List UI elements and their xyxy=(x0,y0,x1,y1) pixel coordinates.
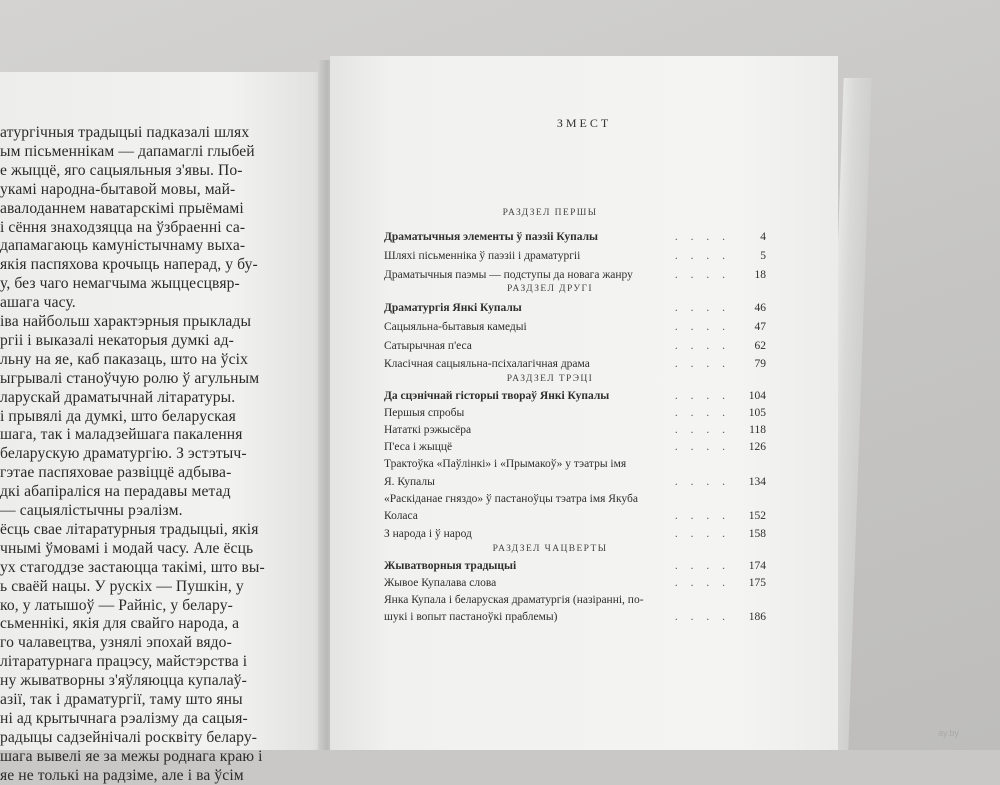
right-page xyxy=(330,56,838,750)
body-text-line: авалоданнем наватарскімі прыёмамі xyxy=(0,199,244,217)
body-text-line: го чалавецтва, узнялі эпохай вядо- xyxy=(0,634,232,652)
toc-entry-title: Жыватворныя традыцыі xyxy=(384,560,517,572)
toc-entry xyxy=(384,560,766,576)
toc-page-number: 134 xyxy=(748,476,766,488)
body-text-line: ларускай драматычнай літаратуры. xyxy=(0,388,236,406)
toc-page-number: 79 xyxy=(754,358,766,370)
left-page xyxy=(0,72,326,784)
body-text-line: ні ад крытычнага рэалізму да сацыя- xyxy=(0,709,248,727)
toc-leader-dots: . . . . xyxy=(674,476,730,488)
toc-entry xyxy=(384,441,766,457)
body-text-line: гэтае паспяховае развіццё адбыва- xyxy=(0,464,232,482)
toc-entry xyxy=(384,407,766,423)
toc-leader-dots: . . . . xyxy=(674,321,730,333)
body-text-line: ь сваёй нацы. У рускіх — Пушкін, у xyxy=(0,577,244,595)
toc-entry xyxy=(384,424,766,440)
toc-entry-title: Трактоўка «Паўлінкі» і «Прымакоў» у тэатры імя xyxy=(384,458,627,470)
toc-entry-title: Я. Купалы xyxy=(384,476,435,488)
toc-leader-dots: . . . . xyxy=(674,340,730,352)
body-text-line: шага вывелі яе за межы роднага краю і xyxy=(0,747,263,765)
body-text-line: і сёння знаходзяцца на ўзбраенні са- xyxy=(0,218,246,236)
toc-leader-dots: . . . . xyxy=(674,560,730,572)
toc-leader-dots: . . . . xyxy=(674,577,730,589)
toc-leader-dots: . . . . xyxy=(674,424,730,436)
body-text-line: ыгрывалі станоўчую ролю ў агульным xyxy=(0,369,260,387)
body-text-line: дапамагаюць камуністычнаму выха- xyxy=(0,237,246,255)
toc-entry xyxy=(384,594,736,610)
toc-page-number: 158 xyxy=(748,528,766,540)
toc-entry xyxy=(384,510,766,526)
toc-page-number: 46 xyxy=(754,302,766,314)
body-text-line: ашага часу. xyxy=(0,294,76,312)
toc-entry xyxy=(384,577,766,593)
toc-leader-dots: . . . . xyxy=(674,407,730,419)
toc-entry-title: Коласа xyxy=(384,510,418,522)
body-text-line: чнымі ўмовамі і модай часу. Але ёсць xyxy=(0,539,254,557)
toc-entry xyxy=(384,528,766,544)
toc-page-number: 104 xyxy=(748,390,766,402)
section-heading: РАЗДЗЕЛ ТРЭЦІ xyxy=(506,374,594,384)
body-text-line: атургічныя традыцыі падказалі шлях xyxy=(0,124,250,141)
body-text-line: азії, так і драматургії, таму што яны xyxy=(0,691,243,708)
toc-entry xyxy=(384,321,766,337)
toc-leader-dots: . . . . xyxy=(674,269,730,281)
toc-page-number: 62 xyxy=(754,340,766,352)
toc-entry-title: шукі і вопыт пастаноўкі праблемы) xyxy=(384,611,558,623)
toc-page-number: 105 xyxy=(748,407,766,419)
toc-page-number: 175 xyxy=(748,577,766,589)
body-text-line: — сацыялістычны рэалізм. xyxy=(0,502,183,519)
toc-entry-title: Драматургія Янкі Купалы xyxy=(384,302,522,314)
toc-page-number: 152 xyxy=(748,510,766,522)
body-text-line: радыцы садзейнічалі росквіту белару- xyxy=(0,728,258,746)
toc-entry-title: «Раскіданае гняздо» ў пастаноўцы тэатра імя Якуба xyxy=(384,493,638,505)
toc-entry xyxy=(384,269,766,285)
toc-title: ЗМЕСТ xyxy=(556,116,612,130)
toc-entry-title: П'еса і жыццё xyxy=(384,441,453,453)
toc-entry-title: Да сцэнічнай гісторыі твораў Янкі Купалы xyxy=(384,390,610,402)
toc-entry-title: Драматычныя паэмы — подступы да новага жанру xyxy=(384,269,633,281)
toc-entry-title: Нататкі рэжысёра xyxy=(384,424,472,436)
body-text-line: ргіі і выказалі некаторыя думкі ад- xyxy=(0,331,234,349)
toc-entry xyxy=(384,611,766,627)
section-heading: РАЗДЗЕЛ ДРУГІ xyxy=(507,284,593,294)
toc-page-number: 47 xyxy=(754,321,766,333)
body-text-line: шага, так і маладзейшага пакалення xyxy=(0,426,243,444)
toc-entry xyxy=(384,476,766,492)
body-text-line: сьменнікі, якія для свайго народа, а xyxy=(0,615,240,633)
toc-entry xyxy=(384,458,736,474)
toc-page-number: 186 xyxy=(748,611,766,623)
toc-entry xyxy=(384,493,736,509)
toc-entry xyxy=(384,358,766,374)
body-text-line: і прывялі да думкі, што беларуская xyxy=(0,407,236,425)
body-text-line: укамі народна-бытавой мовы, май- xyxy=(0,180,236,198)
toc-entry-title: З народа і ў народ xyxy=(384,528,472,540)
toc-entry xyxy=(384,250,766,266)
section-heading: РАЗДЗЕЛ ЧАЦВЕРТЫ xyxy=(492,544,608,554)
toc-leader-dots: . . . . xyxy=(674,358,730,370)
toc-leader-dots: . . . . xyxy=(674,250,730,262)
toc-entry xyxy=(384,231,766,247)
toc-entry-title: Сацыяльна-бытавыя камедыі xyxy=(384,321,527,333)
toc-page-number: 5 xyxy=(760,250,766,262)
body-text-line: літаратурнага працэсу, майстэрства і xyxy=(0,653,248,671)
body-text-line: ко, у латышоў — Райніс, у белару- xyxy=(0,596,233,614)
toc-page-number: 18 xyxy=(754,269,766,281)
watermark: ay.by xyxy=(938,728,959,738)
body-text-line: дкі абапіраліся на перадавы метад xyxy=(0,483,231,501)
toc-leader-dots: . . . . xyxy=(674,231,730,243)
toc-leader-dots: . . . . xyxy=(674,528,730,540)
body-text-line: ух стагоддзе застаюцца такімі, што вы- xyxy=(0,558,265,576)
toc-leader-dots: . . . . xyxy=(674,390,730,402)
body-text-line: іва найбольш характэрныя прыклады xyxy=(0,313,252,330)
body-text-line: ым пісьменнікам — дапамаглі глыбей xyxy=(0,142,255,160)
body-text-line: е жыццё, яго сацыяльныя з'явы. По- xyxy=(0,161,243,179)
toc-entry xyxy=(384,302,766,318)
toc-entry-title: Драматычныя элементы ў паэзіі Купалы xyxy=(384,231,599,243)
toc-entry xyxy=(384,390,766,406)
toc-leader-dots: . . . . xyxy=(674,611,730,623)
toc-leader-dots: . . . . xyxy=(674,302,730,314)
toc-page-number: 118 xyxy=(749,424,766,436)
toc-entry-title: Сатырычная п'еса xyxy=(384,340,472,352)
toc-page-number: 174 xyxy=(748,560,766,572)
body-text-line: якія паспяхова крочыць наперад, у бу- xyxy=(0,256,258,274)
toc-leader-dots: . . . . xyxy=(674,441,730,453)
toc-page-number: 4 xyxy=(760,231,766,243)
toc-entry-title: Жывое Купалава слова xyxy=(384,577,497,589)
toc-entry-title: Янка Купала і беларуская драматургія (назіранні, по- xyxy=(384,594,644,606)
body-text-line: беларускую драматургію. З эстэтыч- xyxy=(0,445,247,463)
section-heading: РАЗДЗЕЛ ПЕРШЫ xyxy=(502,208,598,218)
body-text-line: ёсць свае літаратурныя традыцыі, якія xyxy=(0,520,259,538)
table-of-contents xyxy=(330,56,838,750)
toc-leader-dots: . . . . xyxy=(674,510,730,522)
toc-entry-title: Класічная сацыяльна-псіхалагічная драма xyxy=(384,358,590,370)
body-text-line: льну на яе, каб паказаць, што на ўсіх xyxy=(0,350,248,368)
toc-page-number: 126 xyxy=(748,441,766,453)
toc-entry xyxy=(384,340,766,356)
body-text-line: у, без чаго немагчыма жыццесцвяр- xyxy=(0,275,240,293)
toc-entry-title: Першыя спробы xyxy=(384,407,465,419)
toc-entry-title: Шляхі пісьменніка ў паэзіі і драматургіі xyxy=(384,250,581,262)
body-text-line: яе не толькі на радзіме, але і ва ўсім xyxy=(0,766,244,784)
body-text-line: ну жыватворны з'яўляюцца купалаў- xyxy=(0,672,247,690)
